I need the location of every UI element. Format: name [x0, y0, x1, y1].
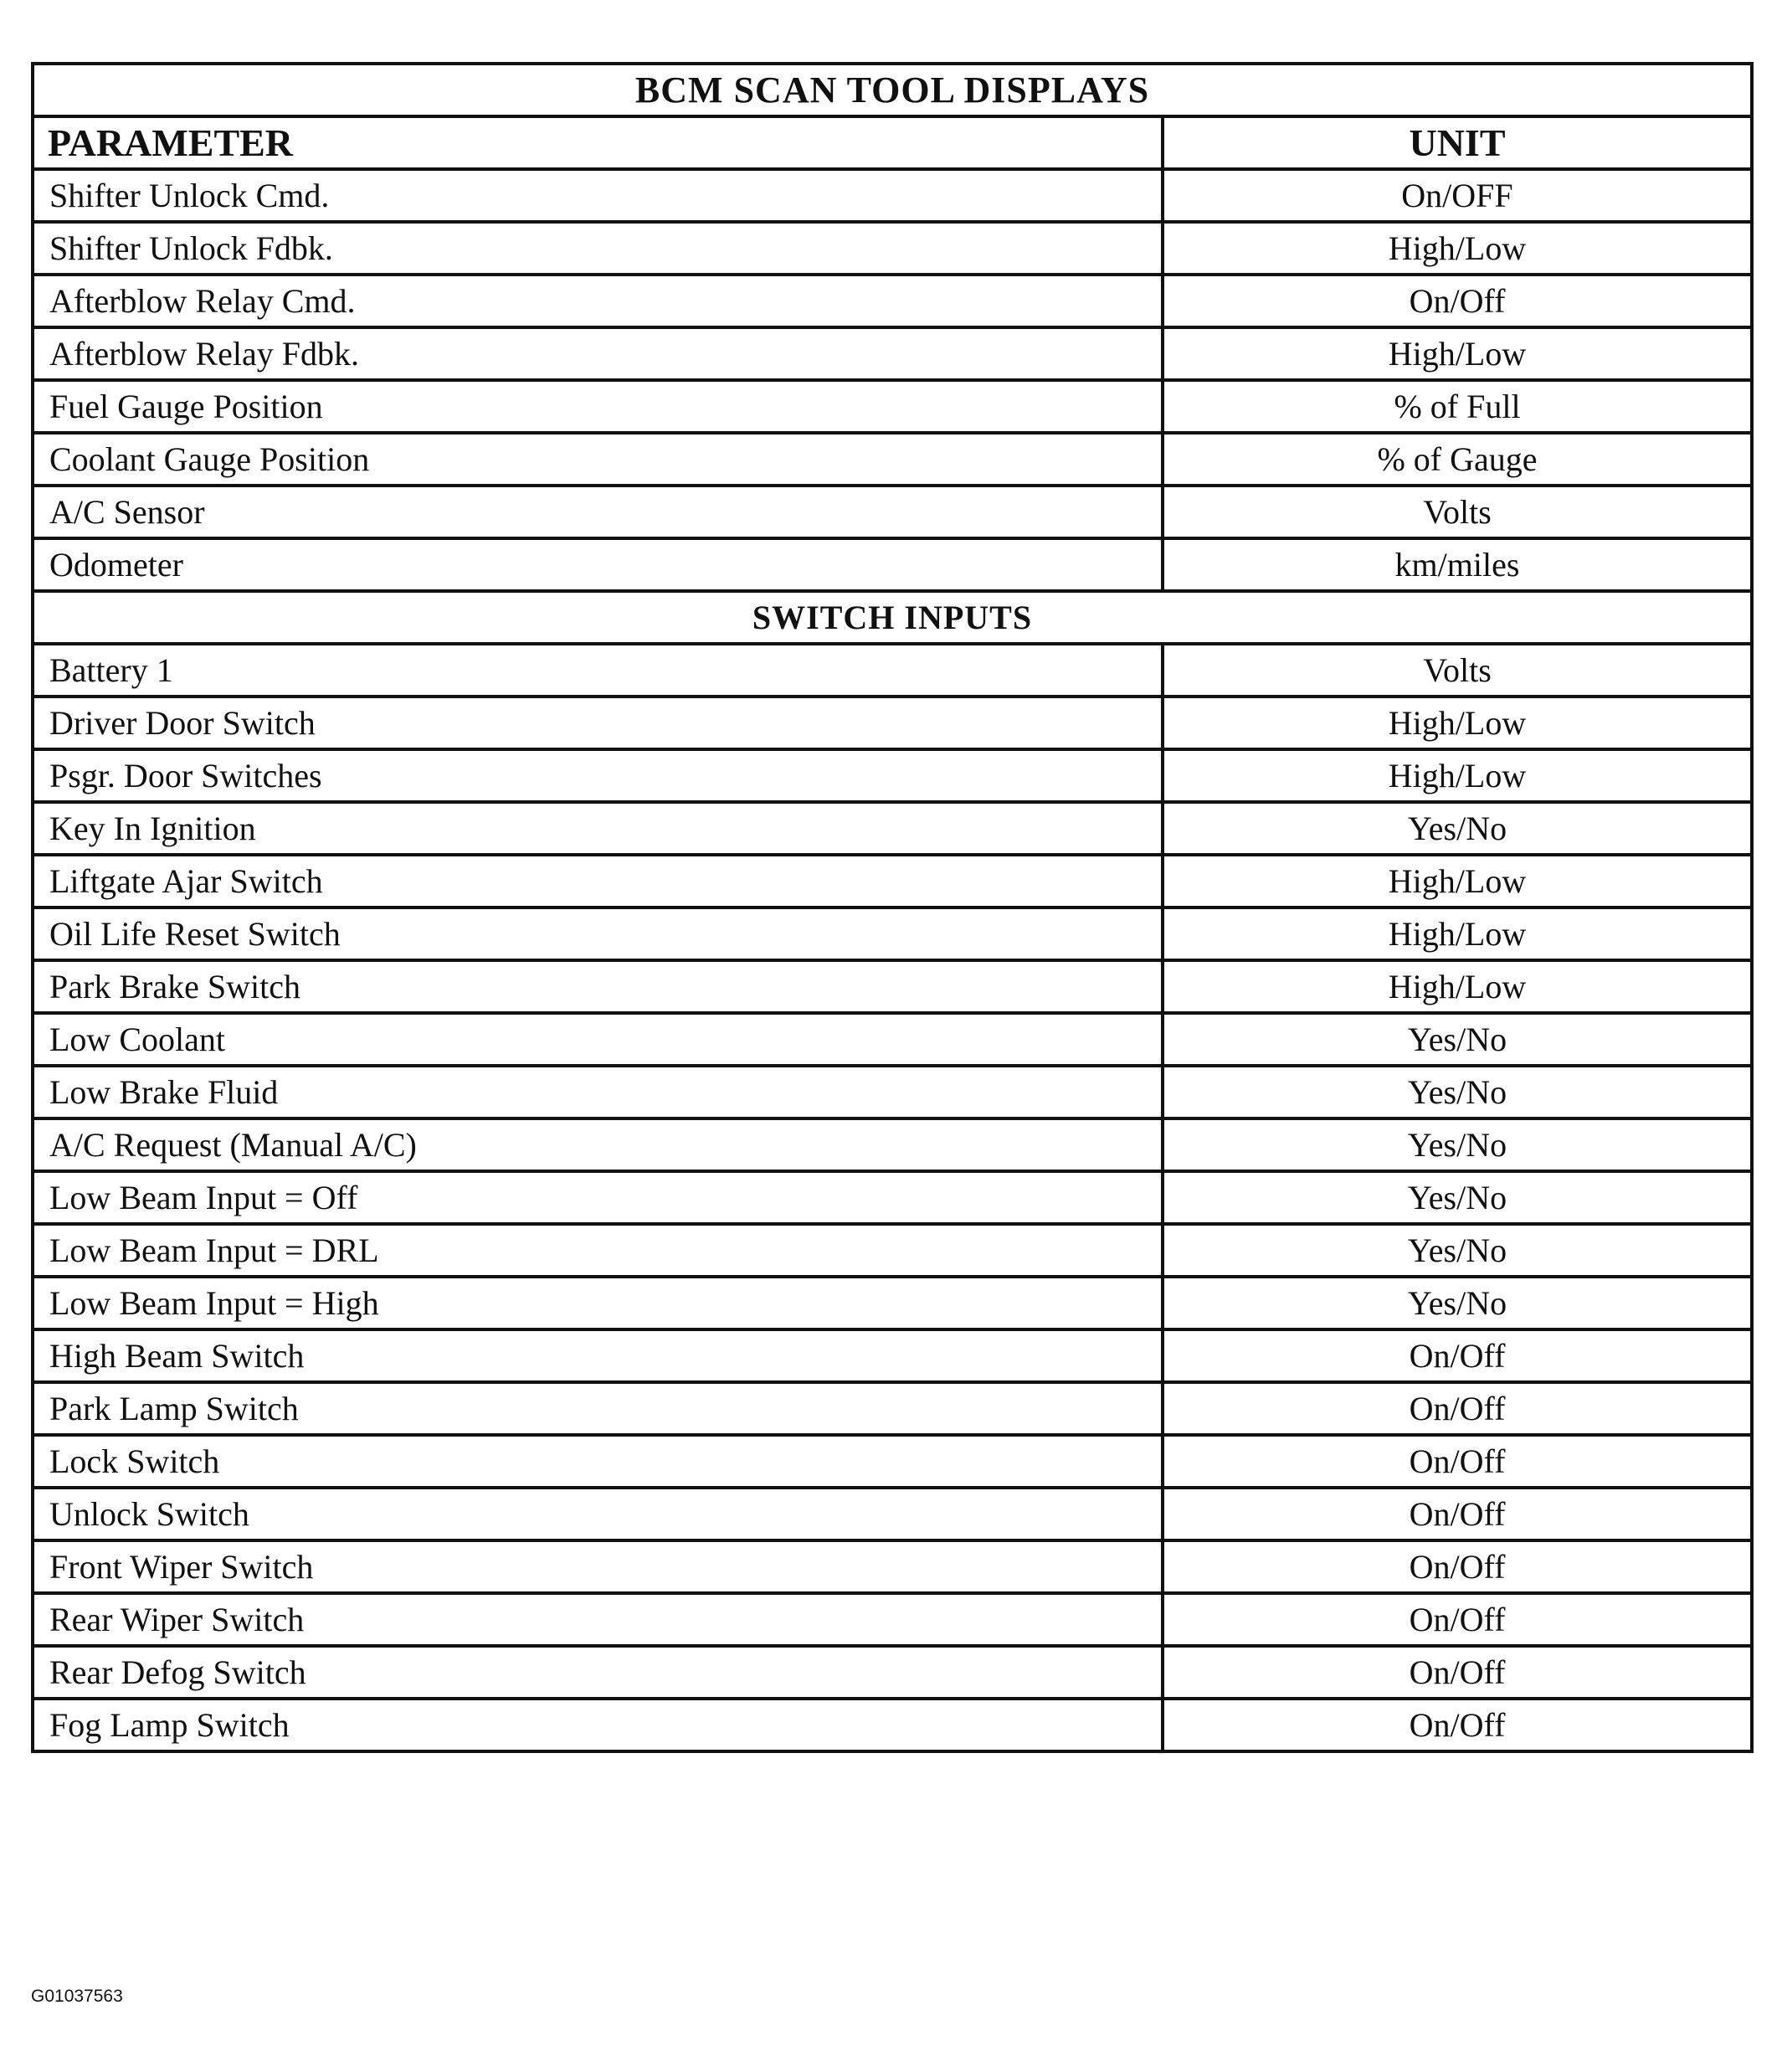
- unit-cell: On/OFF: [1163, 169, 1752, 222]
- switch-input-rows: [33, 644, 1752, 1751]
- table-row: [33, 802, 1752, 855]
- parameter-cell: Shifter Unlock Cmd.: [33, 169, 1163, 222]
- table-row: [33, 1013, 1752, 1066]
- unit-cell: % of Full: [1163, 380, 1752, 433]
- unit-cell: On/Off: [1163, 1329, 1752, 1382]
- parameter-cell: Oil Life Reset Switch: [33, 907, 1163, 960]
- column-header-parameter: PARAMETER: [33, 116, 1163, 169]
- unit-cell: Yes/No: [1163, 1066, 1752, 1118]
- table-row: [33, 1646, 1752, 1699]
- parameter-rows: [33, 169, 1752, 591]
- parameter-cell: Low Brake Fluid: [33, 1066, 1163, 1118]
- parameter-cell: A/C Sensor: [33, 486, 1163, 538]
- parameter-cell: Park Lamp Switch: [33, 1382, 1163, 1435]
- table-row: [33, 327, 1752, 380]
- unit-cell: Yes/No: [1163, 1171, 1752, 1224]
- table-row: [33, 538, 1752, 591]
- unit-cell: On/Off: [1163, 1699, 1752, 1751]
- parameter-cell: Rear Wiper Switch: [33, 1593, 1163, 1646]
- section-title: SWITCH INPUTS: [33, 591, 1752, 644]
- table-row: [33, 907, 1752, 960]
- unit-cell: Yes/No: [1163, 1224, 1752, 1277]
- parameter-cell: Low Beam Input = Off: [33, 1171, 1163, 1224]
- table-row: [33, 1435, 1752, 1488]
- unit-cell: Volts: [1163, 486, 1752, 538]
- parameter-cell: Unlock Switch: [33, 1488, 1163, 1540]
- unit-cell: % of Gauge: [1163, 433, 1752, 486]
- table-title-row: [33, 64, 1752, 116]
- parameter-cell: Fuel Gauge Position: [33, 380, 1163, 433]
- parameter-cell: Shifter Unlock Fdbk.: [33, 222, 1163, 275]
- table-row: [33, 486, 1752, 538]
- parameter-cell: Psgr. Door Switches: [33, 749, 1163, 802]
- parameter-cell: Fog Lamp Switch: [33, 1699, 1163, 1751]
- unit-cell: High/Low: [1163, 697, 1752, 749]
- table-row: [33, 169, 1752, 222]
- parameter-cell: Lock Switch: [33, 1435, 1163, 1488]
- unit-cell: High/Low: [1163, 327, 1752, 380]
- parameter-cell: Liftgate Ajar Switch: [33, 855, 1163, 907]
- unit-cell: Volts: [1163, 644, 1752, 697]
- parameter-cell: Key In Ignition: [33, 802, 1163, 855]
- unit-cell: On/Off: [1163, 1540, 1752, 1593]
- table-row: [33, 1066, 1752, 1118]
- table-row: [33, 1118, 1752, 1171]
- unit-cell: On/Off: [1163, 1382, 1752, 1435]
- unit-cell: High/Low: [1163, 222, 1752, 275]
- table-row: [33, 644, 1752, 697]
- table-row: [33, 275, 1752, 327]
- table-row: [33, 1277, 1752, 1329]
- column-header-unit: UNIT: [1163, 116, 1752, 169]
- unit-cell: Yes/No: [1163, 1118, 1752, 1171]
- table-row: [33, 960, 1752, 1013]
- table-row: [33, 1593, 1752, 1646]
- parameter-cell: Low Coolant: [33, 1013, 1163, 1066]
- table-row: [33, 222, 1752, 275]
- unit-cell: Yes/No: [1163, 1277, 1752, 1329]
- parameter-cell: Low Beam Input = DRL: [33, 1224, 1163, 1277]
- table-row: [33, 1224, 1752, 1277]
- table-row: [33, 1488, 1752, 1540]
- figure-id: G01037563: [31, 1987, 123, 2006]
- unit-cell: Yes/No: [1163, 802, 1752, 855]
- parameter-cell: Coolant Gauge Position: [33, 433, 1163, 486]
- unit-cell: On/Off: [1163, 1435, 1752, 1488]
- switch-inputs-section: [33, 591, 1752, 644]
- parameter-cell: Rear Defog Switch: [33, 1646, 1163, 1699]
- table-row: [33, 1540, 1752, 1593]
- table-row: [33, 380, 1752, 433]
- table-row: [33, 1382, 1752, 1435]
- parameter-cell: Afterblow Relay Fdbk.: [33, 327, 1163, 380]
- parameter-cell: Odometer: [33, 538, 1163, 591]
- parameter-cell: Park Brake Switch: [33, 960, 1163, 1013]
- unit-cell: On/Off: [1163, 1646, 1752, 1699]
- unit-cell: High/Low: [1163, 855, 1752, 907]
- unit-cell: High/Low: [1163, 749, 1752, 802]
- parameter-cell: A/C Request (Manual A/C): [33, 1118, 1163, 1171]
- unit-cell: Yes/No: [1163, 1013, 1752, 1066]
- table-row: [33, 855, 1752, 907]
- table-row: [33, 433, 1752, 486]
- unit-cell: km/miles: [1163, 538, 1752, 591]
- parameter-cell: Battery 1: [33, 644, 1163, 697]
- parameter-cell: Driver Door Switch: [33, 697, 1163, 749]
- bcm-scan-tool-table: [31, 62, 1754, 1753]
- section-title-row: [33, 591, 1752, 644]
- parameter-cell: Low Beam Input = High: [33, 1277, 1163, 1329]
- unit-cell: On/Off: [1163, 275, 1752, 327]
- unit-cell: On/Off: [1163, 1593, 1752, 1646]
- table-row: [33, 1171, 1752, 1224]
- unit-cell: On/Off: [1163, 1488, 1752, 1540]
- table-row: [33, 1699, 1752, 1751]
- parameter-cell: High Beam Switch: [33, 1329, 1163, 1382]
- parameter-cell: Front Wiper Switch: [33, 1540, 1163, 1593]
- table-title: BCM SCAN TOOL DISPLAYS: [33, 64, 1752, 116]
- table-row: [33, 697, 1752, 749]
- unit-cell: High/Low: [1163, 960, 1752, 1013]
- table-row: [33, 749, 1752, 802]
- parameter-cell: Afterblow Relay Cmd.: [33, 275, 1163, 327]
- table-row: [33, 1329, 1752, 1382]
- unit-cell: High/Low: [1163, 907, 1752, 960]
- table-header-row: [33, 116, 1752, 169]
